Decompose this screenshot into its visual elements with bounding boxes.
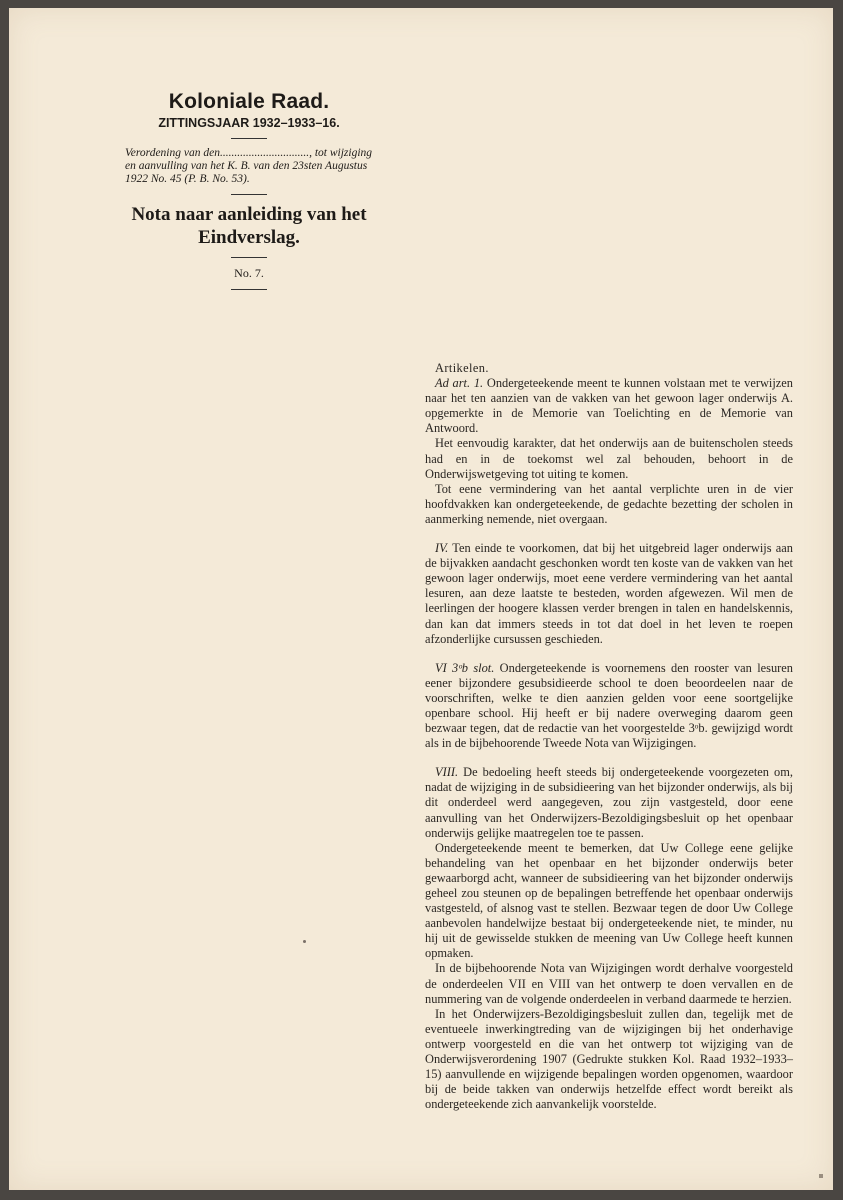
paragraph (425, 376, 793, 436)
divider (231, 289, 267, 290)
paragraph (425, 1007, 793, 1113)
paragraph-text: Ondergeteekende meent te bemerken, dat Uw College eene gelijke behandeling van het openbaar en het bijzonder onderwijs beter gewaarborgd acht, wanneer de subsidieering van het bijzonder onderwijs geheel zou steunen op de bepalingen betreffende het openbaar onderwijs vastgesteld, of alsnog vast te stellen. Bezwaar tegen de door Uw College aanbevolen handelwijze bestaat bij ondergeteekende niet, te minder, nu hij uit de gewisselde stukken de meening van Uw College heeft kunnen opmaken. (425, 840, 793, 961)
section-title: Artikelen. (435, 361, 489, 375)
paragraph-text: Ten einde te voorkomen, dat bij het uitgebreid lager onderwijs aan de bijvakken aandacht geschonken wordt ten koste van de vakken van het gewoon lager onderwijs, moet eene verdere vermindering van het aantal lesuren, aan deze laatste te besteden, worden afgewezen. Wil men de leerlingen der hoogere klassen verder brengen in talen en handelskennis, dan kan dat immers steeds in tot dat doel in het leven te roepen afzonderlijke cursussen geschieden. (425, 541, 793, 646)
paragraph-text: Ondergeteekende meent te kunnen volstaan met te verwijzen naar het ten aanzien van de vakken van het gewoon lager onderwijs A. opgemerkte in de Memorie van Toelichting en de Memorie van Antwoord. (425, 376, 794, 436)
paragraph (425, 961, 793, 1006)
council-name: Koloniale Raad. (168, 90, 330, 113)
paragraph (425, 541, 793, 647)
paper-speck (303, 940, 306, 943)
paragraph-text: De bedoeling heeft steeds bij ondergeteekende voorgezeten om, nadat de wijziging in de subsidieering van het bijzonder onderwijs, als bij dit onderdeel werd aangegeven, zou zijn vastgesteld, door eene aanvulling van het Onderwijzers-Bezoldigingsbesluit op het openbaar onderwijs gelijke maatregelen toe te passen. (425, 765, 793, 840)
paragraph-text: Het eenvoudig karakter, dat het onderwijs aan de buitenscholen steeds had en in de toekomst wel zal behouden, behoort in de Onderwijswetgeving tot uiting te komen. (425, 436, 793, 481)
paragraph-text: Ondergeteekende is voornemens den rooster van lesuren eener bijzondere gesubsidieerde school te doen beoordeelen naar de voorschriften, welke te dien aanzien gelden voor eene soortgelijke openbare school. Hij heeft er bij nadere overweging daarom geen bezwaar tegen, dat de redactie van het voorgestelde 3ᵒb. gewijzigd wordt als in de bijbehoorende Tweede Nota van Wijzigingen. (425, 660, 793, 751)
paragraph (425, 436, 793, 481)
article-lead: VIII. (435, 765, 459, 780)
paragraph (425, 661, 793, 752)
paragraph-text: In de bijbehoorende Nota van Wijzigingen wordt derhalve voorgesteld de onderdeelen VII en VIII van het ontwerp te doen vervallen en de nummering van de volgende onderdeelen in verband daarmede te herzien. (425, 961, 793, 1006)
divider (231, 194, 267, 195)
paper-speck (819, 1174, 823, 1178)
paragraph-text: In het Onderwijzers-Bezoldigingsbesluit zullen dan, tegelijk met de eventueele inwerkingtreding van de wijzigingen bij het onderhavige ontwerp voorgesteld en die van het ontwerp tot wijziging van de Onderwijsverordening 1907 (Gedrukte stukken Kol. Raad 1932–1933–15) aanvullende en wijzigende bepalingen worden opgenomen, waardoor bij de beide takken van onderwijs hetzelfde effect wordt bereikt als ondergeteekende zich aanvankelijk voorstelde. (425, 1006, 793, 1112)
document-header (119, 90, 379, 298)
divider (231, 257, 267, 258)
document-page (9, 8, 833, 1190)
divider (231, 138, 267, 139)
paragraph (425, 482, 793, 527)
article-lead: Ad art. 1. (435, 376, 484, 391)
paragraph (425, 765, 793, 840)
session-year: ZITTINGSJAAR 1932–1933–16. (158, 116, 340, 130)
document-number: No. 7. (234, 266, 264, 280)
ordinance-reference: Verordening van den..............................., tot wijziging en aanvulling van het K. B. van den 23sten Augustus 1922 No. 45 (P. B. No. 53). (125, 147, 373, 185)
paragraph (425, 841, 793, 962)
article-lead: VI 3ᵒb slot. (435, 660, 495, 675)
article-lead: IV. (435, 541, 449, 556)
document-title: Nota naar aanleiding van het Eindverslag. (131, 204, 367, 248)
paragraph-text: Tot eene vermindering van het aantal verplichte uren in de vier hoofdvakken kan ondergeteekende, de gedachte bezetting der scholen in aanmerking nemende, niet overgaan. (425, 481, 793, 526)
articles-column (425, 361, 793, 1112)
